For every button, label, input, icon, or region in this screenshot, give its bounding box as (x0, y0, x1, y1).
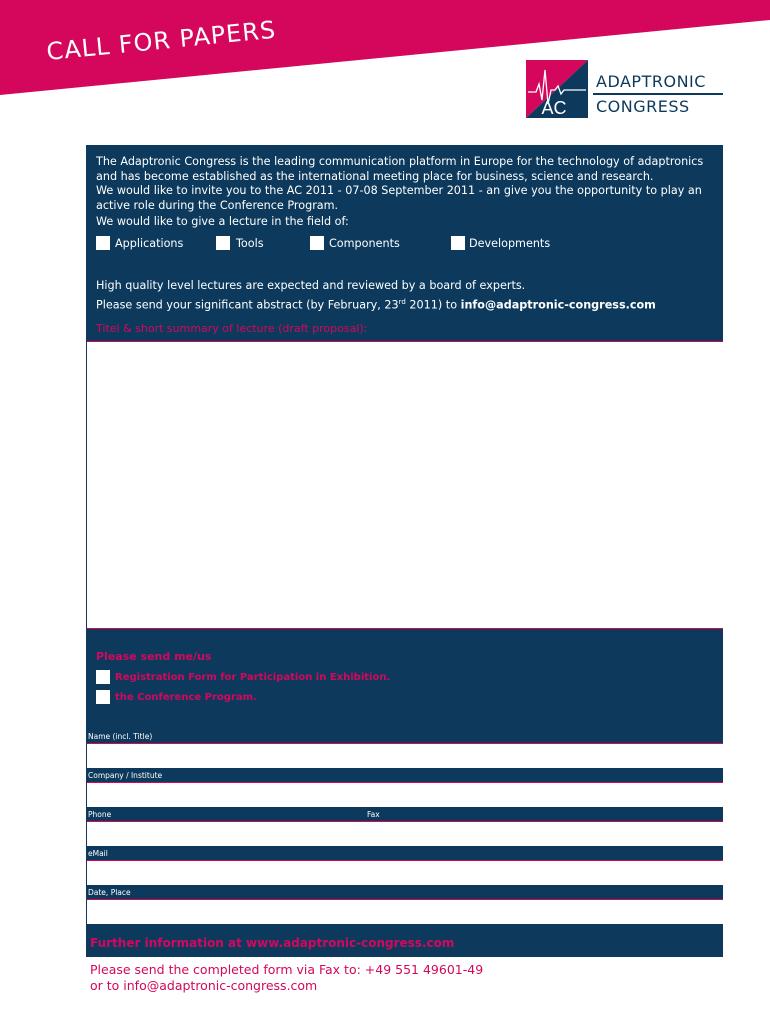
page-title: CALL FOR PAPERS (45, 15, 278, 67)
checkbox-components[interactable] (310, 236, 324, 250)
abstract-email-link[interactable]: info@adaptronic-congress.com (460, 298, 656, 312)
send-me-label: Please send me/us (96, 650, 212, 663)
intro-paragraph-2: We would like to invite you to the AC 2011 - 07-08 September 2011 - an give you the opportunity to play an active role during the Conference Program. (96, 184, 702, 212)
checkbox-developments[interactable] (451, 236, 465, 250)
date-place-field-label: Date, Place (88, 888, 131, 897)
company-field-label: Company / Institute (88, 771, 163, 780)
checkbox-conference-program[interactable] (96, 690, 110, 704)
fax-instructions (90, 962, 483, 994)
lecture-field-question: We would like to give a lecture in the field of: (96, 215, 349, 228)
name-input[interactable] (87, 743, 723, 768)
checkbox-tools[interactable] (216, 236, 230, 250)
intro-text (96, 155, 711, 213)
ac-logo-mark (526, 60, 588, 118)
date-suffix: rd (398, 298, 406, 306)
date-place-input[interactable] (87, 899, 723, 924)
logo-divider (593, 93, 723, 95)
quality-line-2 (96, 294, 716, 314)
fax-instructions-line-2: or to info@adaptronic-congress.com (90, 978, 318, 993)
checkbox-label-developments: Developments (469, 237, 551, 250)
abstract-deadline-text: Please send your significant abstract (by February, 23 (96, 298, 399, 312)
conference-program-label: the Conference Program. (115, 692, 257, 703)
adaptronic-congress-logo (526, 60, 726, 122)
summary-textarea[interactable] (87, 341, 723, 629)
registration-form-label: Registration Form for Participation in Exhibition. (115, 672, 391, 683)
checkbox-label-applications: Applications (115, 237, 184, 250)
phone-fax-input[interactable] (87, 821, 723, 846)
quality-line-1: High quality level lectures are expected and reviewed by a board of experts. (96, 279, 526, 292)
checkbox-applications[interactable] (96, 236, 110, 250)
email-input[interactable] (87, 860, 723, 885)
further-information-link[interactable]: Further information at www.adaptronic-congress.com (90, 936, 455, 950)
checkbox-label-tools: Tools (236, 237, 264, 250)
checkbox-label-components: Components (329, 237, 400, 250)
quality-note (96, 278, 716, 314)
intro-paragraph-1: The Adaptronic Congress is the leading communication platform in Europe for the technology of adaptronics and has become established as the international meeting place for business, science and research. (96, 155, 704, 183)
name-field-label: Name (incl. Title) (88, 732, 153, 741)
phone-field-label: Phone (88, 810, 112, 819)
logo-mark-text: AC (541, 98, 567, 118)
summary-label: Titel & short summary of lecture (draft proposal): (96, 322, 368, 335)
fax-instructions-line-1: Please send the completed form via Fax to: +49 551 49601-49 (90, 962, 484, 977)
abstract-year-text: 2011) to (405, 298, 461, 312)
company-input[interactable] (87, 782, 723, 807)
checkbox-registration-form[interactable] (96, 670, 110, 684)
logo-word-adaptronic: ADAPTRONIC (596, 72, 706, 91)
email-field-label: eMail (88, 849, 108, 858)
logo-word-congress: CONGRESS (596, 97, 690, 116)
fax-field-label: Fax (367, 810, 380, 819)
